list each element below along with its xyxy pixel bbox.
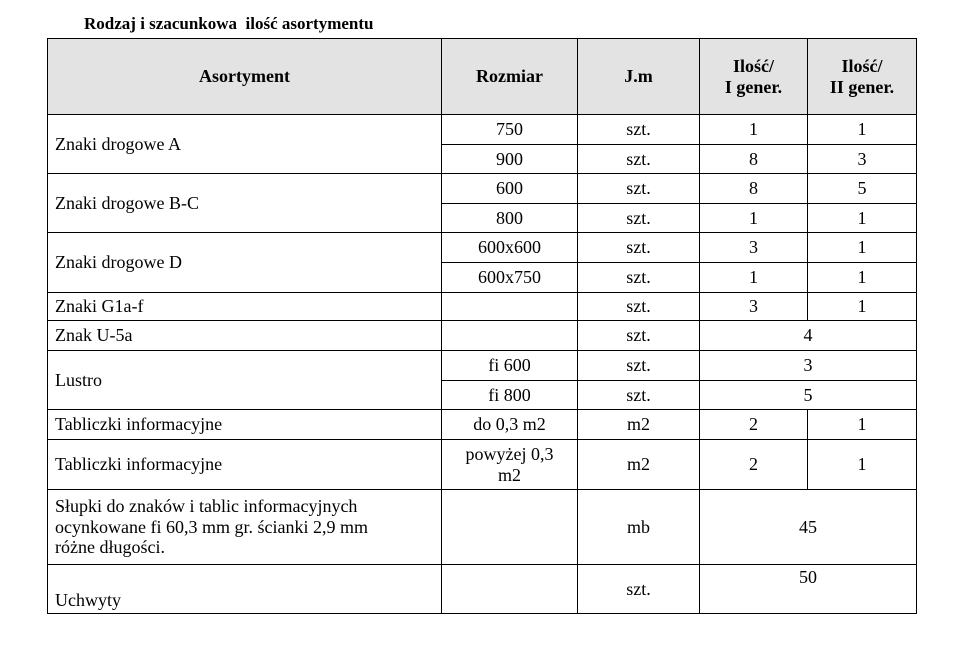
cell-size: [442, 293, 578, 321]
cell-size: 600x600: [442, 233, 578, 263]
cell-size: [442, 565, 578, 614]
cell-qty-merged: 45: [700, 490, 917, 565]
cell-unit: mb: [578, 490, 700, 565]
cell-qty-i: 8: [700, 145, 808, 174]
cell-qty-ii: 1: [808, 440, 917, 490]
cell-qty-ii: 1: [808, 115, 917, 145]
cell-qty-i: 2: [700, 440, 808, 490]
cell-qty-i: 2: [700, 410, 808, 440]
cell-name: Tabliczki informacyjne: [48, 440, 442, 490]
cell-size: 800: [442, 204, 578, 233]
cell-name: Znaki drogowe D: [48, 233, 442, 293]
table-row: [48, 490, 917, 565]
cell-qty-ii: 1: [808, 204, 917, 233]
cell-name: Znaki drogowe B-C: [48, 174, 442, 233]
cell-qty-i: 3: [700, 233, 808, 263]
cell-qty-merged: 5: [700, 381, 917, 410]
table-row: [48, 410, 917, 440]
table-row: [48, 440, 917, 490]
cell-unit: szt.: [578, 115, 700, 145]
assortment-table: [47, 38, 917, 614]
cell-name: Znaki drogowe A: [48, 115, 442, 174]
cell-size: [442, 440, 578, 490]
cell-qty-ii: 1: [808, 293, 917, 321]
cell-size: 900: [442, 145, 578, 174]
cell-qty-i: 1: [700, 204, 808, 233]
cell-name-line2: ocynkowane fi 60,3 mm gr. ścianki 2,9 mm: [55, 516, 368, 537]
table-row: [48, 321, 917, 351]
cell-unit: szt.: [578, 263, 700, 293]
cell-qty-ii: 1: [808, 233, 917, 263]
header-row: [48, 39, 917, 115]
cell-qty-i: 1: [700, 115, 808, 145]
cell-qty-merged: 3: [700, 351, 917, 381]
cell-size: fi 800: [442, 381, 578, 410]
cell-unit: m2: [578, 410, 700, 440]
header-ilosc-ii-line2: II gener.: [829, 76, 895, 97]
cell-name: Uchwyty: [48, 565, 442, 614]
header-jm: J.m: [578, 39, 700, 115]
header-ilosc-ii-line1: Ilość/: [841, 55, 883, 76]
cell-unit: szt.: [578, 293, 700, 321]
cell-unit: szt.: [578, 321, 700, 351]
table-row: [48, 115, 917, 145]
cell-size-line1: powyżej 0,3: [465, 443, 554, 464]
cell-unit: szt.: [578, 381, 700, 410]
cell-name-line3: różne długości.: [55, 537, 165, 558]
header-asortyment: Asortyment: [48, 39, 442, 115]
cell-unit: szt.: [578, 233, 700, 263]
cell-size: do 0,3 m2: [442, 410, 578, 440]
cell-qty-merged: 4: [700, 321, 917, 351]
cell-qty-ii: 5: [808, 174, 917, 204]
cell-name-line1: Słupki do znaków i tablic informacyjnych: [55, 495, 358, 516]
cell-name: Znak U-5a: [48, 321, 442, 351]
header-rozmiar: Rozmiar: [442, 39, 578, 115]
cell-unit: szt.: [578, 204, 700, 233]
cell-qty-ii: 1: [808, 410, 917, 440]
table-row: [48, 233, 917, 263]
cell-unit: szt.: [578, 174, 700, 204]
cell-qty-ii: 1: [808, 263, 917, 293]
table-row: [48, 565, 917, 614]
cell-size: fi 600: [442, 351, 578, 381]
cell-name: Lustro: [48, 351, 442, 410]
table-title: Rodzaj i szacunkowa ilość asortymentu: [84, 14, 374, 33]
cell-name: [48, 490, 442, 565]
cell-unit: szt.: [578, 565, 700, 614]
cell-qty-i: 8: [700, 174, 808, 204]
cell-unit: szt.: [578, 351, 700, 381]
cell-name: Tabliczki informacyjne: [48, 410, 442, 440]
header-ilosc-i: [700, 39, 808, 115]
cell-size: [442, 321, 578, 351]
cell-unit: m2: [578, 440, 700, 490]
cell-size-line2: m2: [497, 464, 521, 485]
cell-qty-i: 1: [700, 263, 808, 293]
table-row: [48, 351, 917, 381]
cell-size: 600: [442, 174, 578, 204]
cell-qty-ii: 3: [808, 145, 917, 174]
header-ilosc-i-line2: I gener.: [724, 76, 783, 97]
cell-size: [442, 490, 578, 565]
table-row: [48, 293, 917, 321]
cell-size: 600x750: [442, 263, 578, 293]
table-row: [48, 174, 917, 204]
header-ilosc-i-line1: Ilość/: [732, 55, 774, 76]
cell-size: 750: [442, 115, 578, 145]
cell-qty-merged: 50: [700, 565, 917, 614]
cell-qty-i: 3: [700, 293, 808, 321]
header-ilosc-ii: [808, 39, 917, 115]
cell-name: Znaki G1a-f: [48, 293, 442, 321]
cell-unit: szt.: [578, 145, 700, 174]
